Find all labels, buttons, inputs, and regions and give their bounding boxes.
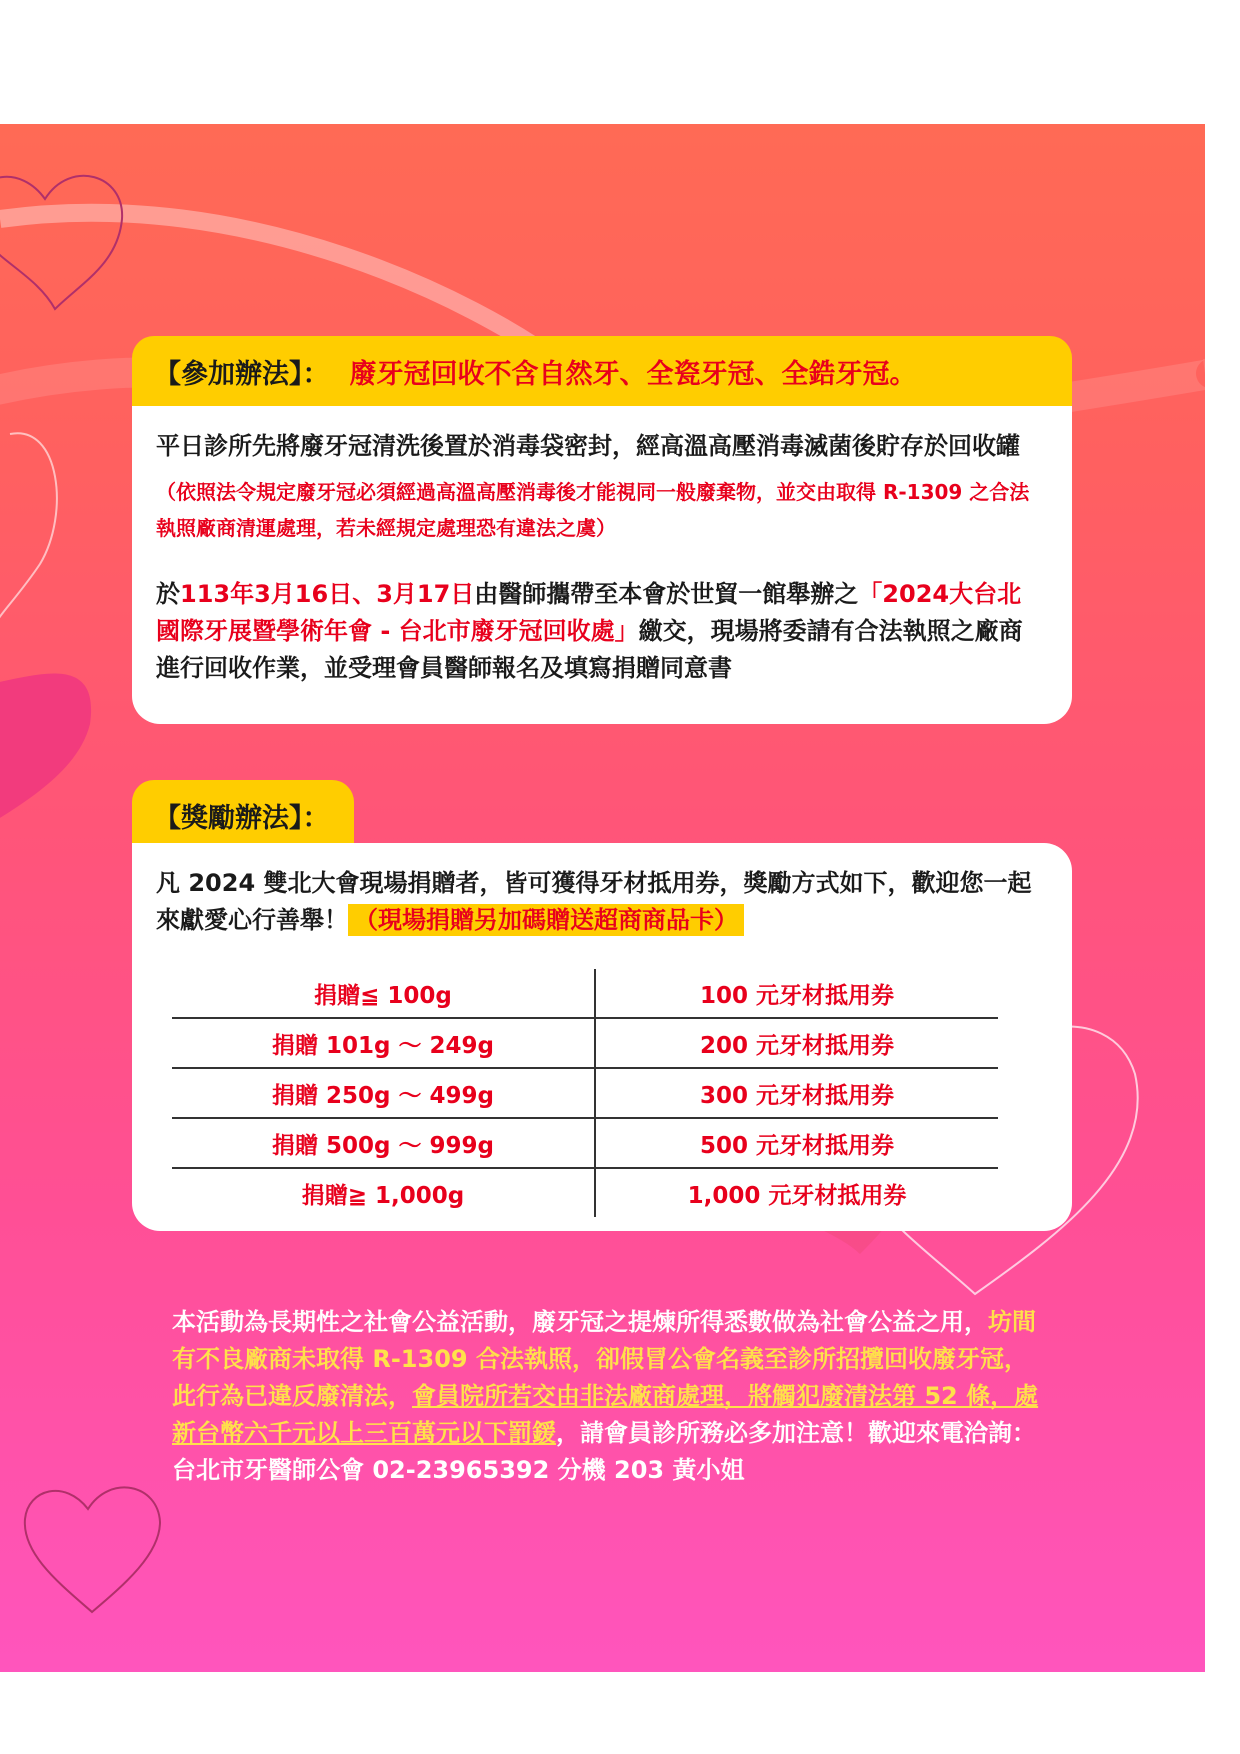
participation-tab-note: 廢牙冠回收不含自然牙、全瓷牙冠、全鋯牙冠。: [349, 358, 917, 390]
event-dates: 113年3月16日、3月17日: [180, 580, 475, 608]
participation-tab-label: 【參加辦法】：: [154, 358, 330, 390]
reward-row: [172, 1018, 998, 1068]
reward-voucher: 100 元牙材抵用券: [699, 982, 895, 1009]
poster-background: [0, 124, 1205, 1672]
donation-amount: 捐贈≧ 1,000g: [172, 1168, 595, 1217]
heart-outline-icon: [0, 176, 122, 309]
reward-voucher: 200 元牙材抵用券: [595, 1018, 998, 1068]
reward-voucher: 300 元牙材抵用券: [595, 1068, 998, 1118]
reward-row: [172, 1068, 998, 1118]
penalty-warning: 會員院所若交由非法廠商處理，將觸犯廢清法第 52 條，處新台幣六千元以上三百萬元以下罰鍰: [172, 1382, 1039, 1447]
reward-tab: [132, 780, 354, 850]
heart-filled-icon: [0, 674, 91, 824]
participation-note: （依照法令規定廢牙冠必須經過高溫高壓消毒後才能視同一般廢棄物，並交由取得 R-1309 之合法執照廠商清運處理，若未經規定處理恐有違法之虞）: [156, 480, 1030, 540]
heart-outline-icon: [0, 433, 57, 624]
participation-card: [132, 406, 1072, 724]
heart-outline-icon: [25, 1487, 160, 1612]
reward-row: [172, 1168, 998, 1217]
participation-para1: 平日診所先將廢牙冠清洗後置於消毒袋密封，經高溫高壓消毒滅菌後貯存於回收罐: [156, 432, 1020, 460]
donation-amount: 捐贈 250g ～ 499g: [172, 1068, 595, 1118]
reward-voucher: 500 元牙材抵用券: [595, 1118, 998, 1168]
reward-tab-label: 【獎勵辦法】：: [154, 802, 330, 834]
reward-bonus-highlight: （現場捐贈另加碼贈送超商商品卡）: [348, 904, 744, 936]
reward-row: [172, 969, 998, 1018]
reward-row: [172, 1118, 998, 1168]
footer-notice: 本活動為長期性之社會公益活動，廢牙冠之提煉所得悉數做為社會公益之用，坊間有不良廠商未取得 R-1309 合法執照，卻假冒公會名義至診所招攬回收廢牙冠，此行為已違反廢清法，會員院所若交由非法廠商處理，將觸犯廢清法第 52 條，處新台幣六千元以上三百萬元以下罰鍰，請會員診所務必多加注意！歡迎來電洽詢：台北市牙醫師公會 02-23965392 分機 203 黃小姐: [172, 1308, 1039, 1484]
participation-para2: 於113年3月16日、3月17日由醫師攜帶至本會於世貿一館舉辦之「2024大台北國際牙展暨學術年會 - 台北市廢牙冠回收處」繳交，現場將委請有合法執照之廠商進行回收作業，並受理會員醫師報名及填寫捐贈同意書: [156, 580, 1023, 682]
reward-table: [172, 969, 998, 1217]
participation-tab: [132, 336, 1072, 406]
donation-amount: 捐贈≦ 100g: [172, 969, 595, 1018]
reward-card: [132, 843, 1072, 1231]
reward-voucher: 1,000 元牙材抵用券: [595, 1168, 998, 1217]
reward-intro: 凡 2024 雙北大會現場捐贈者，皆可獲得牙材抵用券，獎勵方式如下，歡迎您一起來獻愛心行善舉！ （現場捐贈另加碼贈送超商商品卡）: [156, 869, 1032, 934]
donation-amount: 捐贈 101g ～ 249g: [172, 1018, 595, 1068]
donation-amount: 捐贈 500g ～ 999g: [172, 1118, 595, 1168]
event-name: 「2024大台北國際牙展暨學術年會 - 台北市廢牙冠回收處」: [156, 580, 1022, 645]
